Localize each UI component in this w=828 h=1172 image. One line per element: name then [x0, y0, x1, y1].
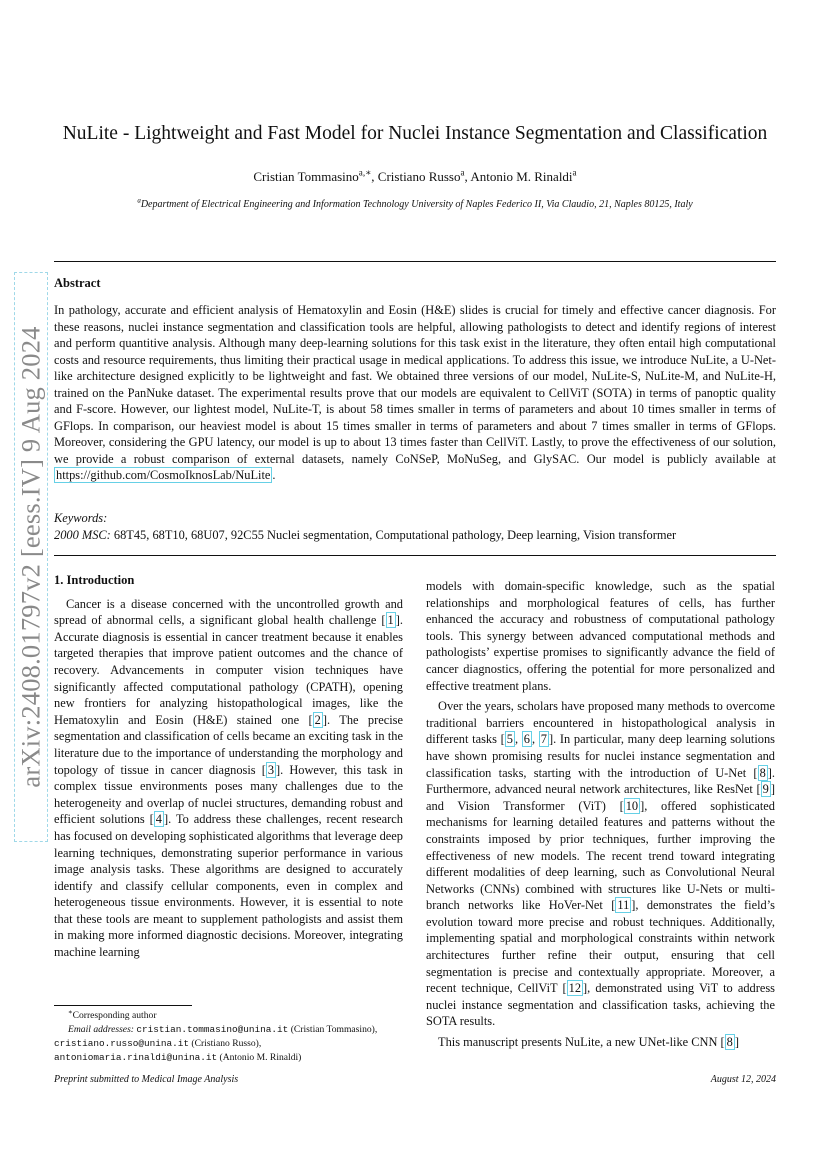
author-affil-mark[interactable]: a,∗ [358, 167, 372, 178]
email-owner: (Cristiano Russo), [189, 1038, 262, 1049]
author-name: Cristiano Russo [377, 169, 461, 184]
author-name: Cristian Tommasino [253, 169, 359, 184]
citation-link[interactable]: 8 [759, 765, 766, 780]
citation-link[interactable]: 4 [155, 812, 162, 827]
footnote [54, 1009, 403, 1065]
keywords-text: 68T45, 68T10, 68U07, 92C55 Nuclei segmentation, Computational pathology, Deep learning, Vision transformer [110, 528, 677, 542]
intro-paragraph-4 [426, 1034, 775, 1051]
footnote-corresponding [54, 1009, 403, 1023]
paragraph-text: ], demonstrates the field’s evolution toward more precise and robust techniques. Additionally, implementing spatial and morphological constraints within network architectures further refine their output, ensuring that cell segmentation is precise and contextually appropriate. Moreover, a recent technique, CellViT [ [426, 898, 775, 996]
paragraph-text: , [531, 732, 539, 747]
msc-label: 2000 MSC: [54, 528, 111, 542]
footnote-rule [54, 1005, 192, 1006]
paragraph-text: ]. In particular, many deep learning solutions have shown promising results for nuclei instance segmentation and classification tasks, starting with the introduction of U-Net [ [426, 732, 775, 780]
intro-paragraph-2: models with domain-specific knowledge, such as the spatial relationships and morphological features of cells, has further enhanced the accuracy and robustness of computational pathology tools. This synergy between advanced computational methods and pathologists’ expertise promises to significantly advance the field of cancer diagnostics, offering the potential for more personalized and effective treatment plans. [426, 579, 775, 693]
footnote-text: Corresponding author [72, 1010, 157, 1021]
section-heading-introduction: 1. Introduction [54, 573, 135, 587]
abstract-body [54, 302, 776, 484]
intro-paragraph-1: Cancer is a disease concerned with the uncontrolled growth and spread of abnormal cells, a significant global health challenge [ 1 ]. Accurate diagnosis is essential in cancer treatment because it enables targeted therapies that improve patient outcomes and the chance of recovery. Advancements in computer vision techniques have significantly affected computational pathology (CPATH), opening new frontiers for analyzing histopathological images, like the Hematoxylin and Eosin (H&E) stained one [ 2 ]. The precise segmentation and classification of cells became an exciting task in the literature due to the importance of understanding the morphology and topology of tissue in cancer diagnosis [ 3 ]. However, this task in complex tissue environments poses many challenges due to the heterogeneity and overlap of nuclei structures, demanding robust and efficient solutions [ 4 ]. To address these challenges, recent research has focused on developing sophisticated algorithms that leverage deep learning techniques, demonstrating superior performance in various image analysis tasks. These algorithms are designed to accurately identify and classify cellular components, even in complex and heterogeneous tissue environments. However, it is essential to note that these tools are meant to supplement pathologists and assist them in making more informed diagnostic decisions. Moreover, integrating machine learning [54, 596, 403, 960]
abstract-bottom-rule [54, 555, 776, 556]
author-list [54, 167, 776, 187]
affiliation [54, 197, 776, 213]
citation-link[interactable]: 5 [506, 732, 513, 747]
footer-journal: Preprint submitted to Medical Image Analysis [54, 1074, 239, 1085]
footnote-mark: ∗ [68, 1008, 73, 1016]
email-address[interactable]: antoniomaria.rinaldi@unina.it [54, 1052, 218, 1063]
citation-link[interactable]: 9 [762, 782, 769, 797]
author-affil-mark[interactable]: a [572, 167, 577, 178]
citation-link[interactable]: 1 [387, 613, 394, 628]
github-link[interactable]: https://github.com/CosmoIknosLab/NuLite [56, 468, 271, 482]
email-address[interactable]: cristiano.russo@unina.it [54, 1038, 190, 1049]
citation-link[interactable]: 10 [625, 798, 639, 813]
arxiv-stamp[interactable] [14, 272, 48, 842]
citation-link[interactable]: 2 [314, 712, 321, 727]
paragraph-text: This manuscript presents NuLite, a new UNet-like CNN [ [438, 1035, 725, 1050]
abstract-top-rule [54, 261, 776, 262]
citation-link[interactable]: 12 [568, 981, 582, 996]
paragraph-text: . However, this task in complex tissue environments poses many challenges due to the heterogeneity and overlap of nuclei structures, demanding robust and efficient solutions [54, 762, 403, 827]
paragraph-text: , [514, 732, 522, 747]
email-address[interactable]: cristian.tommasino@unina.it [136, 1024, 289, 1035]
paragraph-text: . Accurate diagnosis is essential in cancer treatment because it enables targeted therapies that improve patient outcomes and the chance of recovery. Advancements in computer vision techniques have significantly affected computational pathology (CPATH), opening new frontiers for analyzing histopathological images, like the Hematoxylin and Eosin (H&E) stained one [54, 613, 403, 727]
affiliation-text: Department of Electrical Engineering and Information Technology University of Naples Federico II, Via Claudio, 21, Naples 80125, Italy [140, 199, 693, 210]
paragraph-text: ] and Vision Transformer (ViT) [ [426, 782, 775, 813]
keywords-heading: Keywords: [54, 511, 108, 525]
author-sep: , [464, 169, 471, 184]
paper-title: NuLite - Lightweight and Fast Model for Nuclei Instance Segmentation and Classification [62, 123, 768, 144]
abstract-end: . [272, 468, 276, 482]
paragraph-text: ], demonstrated using ViT to address nuclei instance segmentation and classification tasks, achieving the SOTA results. [426, 981, 775, 1029]
citation-link[interactable]: 6 [523, 732, 530, 747]
footnote-emails [54, 1023, 403, 1065]
paragraph-text: . To address these challenges, recent research has focused on developing sophisticated algorithms that leverage deep learning techniques, demonstrating superior performance in various image analysis tasks. These algorithms are designed to accurately identify and classify cellular components, even in complex and heterogeneous tissue environments. However, it is essential to note that these tools are meant to supplement pathologists and assist them in making more informed diagnostic decisions. Moreover, integrating machine learning [54, 812, 403, 960]
citation-link[interactable]: 3 [267, 762, 275, 777]
footer-date: August 12, 2024 [710, 1074, 776, 1085]
citation-link[interactable]: 7 [540, 732, 547, 747]
paragraph-text: ]. Furthermore, advanced neural network architectures, like ResNet [ [426, 765, 775, 797]
email-label: Email addresses: [68, 1024, 137, 1035]
right-column [426, 578, 775, 1051]
author-name: Antonio M. Rinaldi [470, 169, 573, 184]
arxiv-stamp-text: arXiv:2408.01797v2 [eess.IV] 9 Aug 2024 [15, 326, 46, 788]
author-sep: , [371, 169, 378, 184]
email-owner: (Antonio M. Rinaldi) [217, 1052, 302, 1063]
citation-link[interactable]: 8 [726, 1035, 733, 1050]
affiliation-mark: a [137, 196, 141, 205]
keywords-body [54, 528, 776, 543]
author-affil-mark[interactable]: a [460, 167, 465, 178]
left-column [54, 572, 403, 961]
paragraph-text: Over the years, scholars have proposed many methods to overcome traditional barriers encountered in histopathological analysis in different tasks [ [426, 699, 775, 747]
paragraph-text: ] [734, 1035, 739, 1050]
email-owner: (Cristian Tommasino), [288, 1024, 378, 1035]
paragraph-text: . The precise segmentation and classification of cells became an exciting task in the literature due to the importance of understanding the morphology and topology of tissue in cancer diagnosis [54, 712, 403, 777]
intro-paragraph-3 [426, 698, 775, 1030]
paragraph-text: ], offered sophisticated mechanisms for learning detailed features and patterns without the constraints imposed by prior techniques, further improving the effectiveness of new models. The recent trend toward integrating different modalities of deep learning, such as Convolutional Neural Networks (CNNs) combined with structures like U-Nets or multi-branch networks like HoVer-Net [ [426, 798, 775, 913]
citation-link[interactable]: 11 [617, 898, 630, 913]
abstract-heading: Abstract [54, 276, 101, 290]
abstract-text: In pathology, accurate and efficient analysis of Hematoxylin and Eosin (H&E) slides is crucial for timely and effective cancer diagnosis. For these reasons, nuclei instance segmentation and classification tools are helpful, allowing pathologists to detect and identify regions of interest and perform quantitive analysis. Although many deep-learning solutions for this task exist in the literature, they often entail high computational costs and resource requirements, thus limiting their practical usage in medical applications. To address this issue, we introduce NuLite, a U-Net-like architecture designed explicitly to be lightweight and fast. We obtained three versions of our model, NuLite-S, NuLite-M, and NuLite-H, trained on the PanNuke dataset. The experimental results prove that our models are equivalent to CellViT (SOTA) in terms of panoptic quality and F-score. However, our lightest model, NuLite-T, is about 58 times smaller in terms of parameters and about 10 times smaller in terms of GFlops. In comparison, our heaviest model is about 15 times smaller in terms of parameters and about 7 times smaller in terms of GFlops. Moreover, considering the GPU latency, our model is up to about 13 times faster than CellViT. Lastly, to prove the effectiveness of our solution, we provide a robust comparison of external datasets, namely CoNSeP, MoNuSeg, and GlySAC. Our model is publicly available at [54, 303, 776, 466]
paragraph-text: Cancer is a disease concerned with the uncontrolled growth and spread of abnormal cells, a significant global health challenge [54, 596, 403, 628]
